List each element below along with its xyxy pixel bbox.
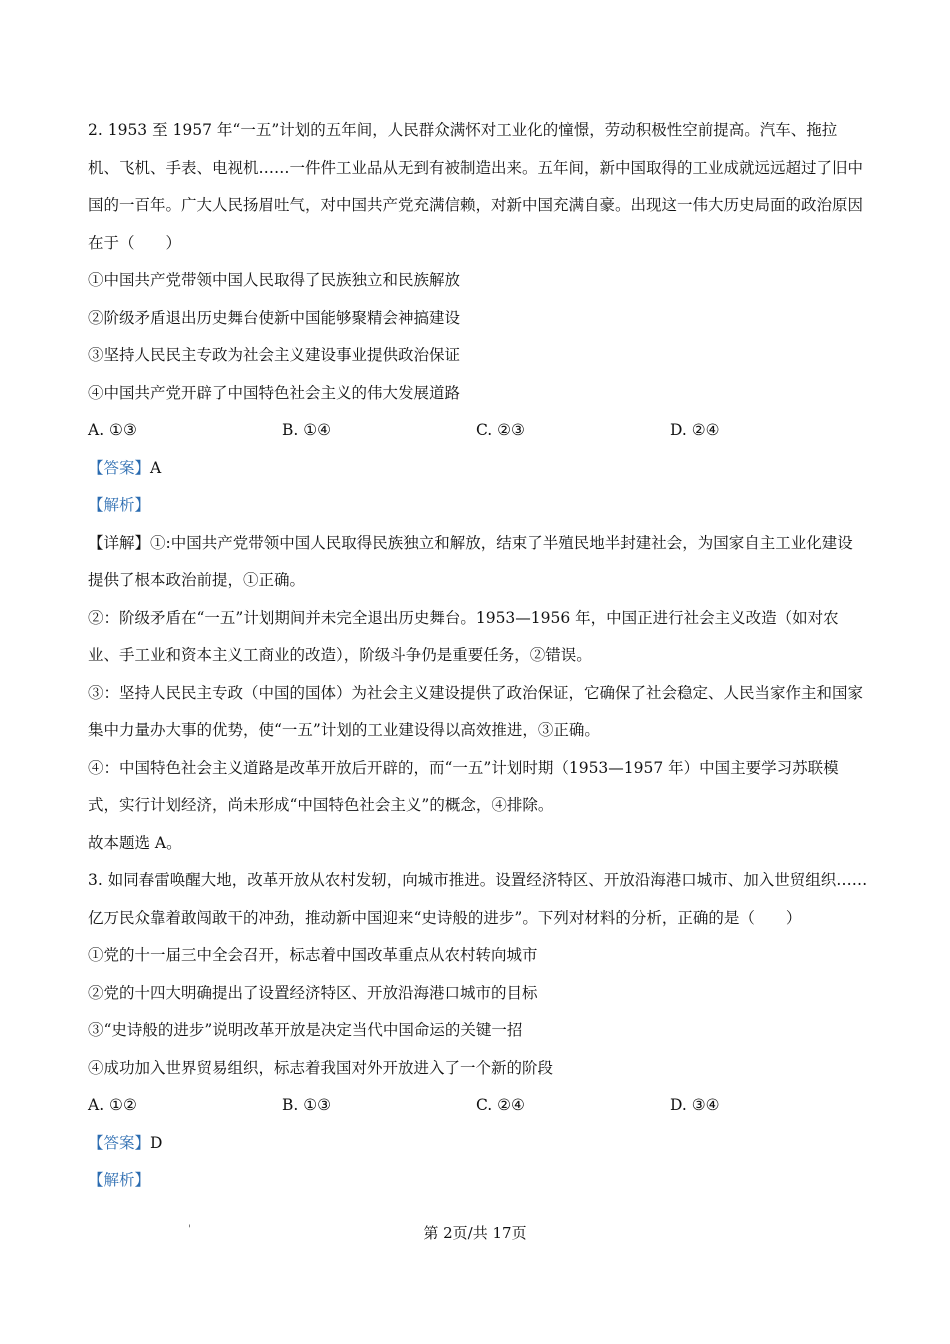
q2-option-a: A. ①③ <box>88 421 137 439</box>
page-footer: 第 2页/共 17页 <box>423 1224 527 1242</box>
q2-conclusion: 故本题选 A。 <box>88 833 182 852</box>
q2-item-3: ③坚持人民民主专政为社会主义建设事业提供政治保证 <box>88 346 461 364</box>
q3-option-c: C. ②④ <box>476 1096 525 1114</box>
q3-answer <box>88 1125 868 1163</box>
q2-detail-1-text: ①:中国共产党带领中国人民取得民族独立和解放，结束了半殖民地半封建社会，为国家自主工业化建设提供了根本政治前提，①正确。 <box>88 533 853 589</box>
q2-detail-4: ④：中国特色社会主义道路是改革开放后开辟的，而“一五”计划时期（1953—1957 年）中国主要学习苏联模式，实行计划经济，尚未形成“中国特色社会主义”的概念，④排除。 <box>88 758 839 814</box>
q2-detail-tag: 【详解】 <box>88 533 151 552</box>
q3-analysis-tag: 【解析】 <box>88 1171 151 1189</box>
q2-item-1: ①中国共产党带领中国人民取得了民族独立和民族解放 <box>88 271 461 289</box>
q2-option-c: C. ②③ <box>476 421 525 439</box>
q3-item-1: ①党的十一届三中全会召开，标志着中国改革重点从农村转向城市 <box>88 946 538 964</box>
q2-stem: 2. 1953 至 1957 年“一五”计划的五年间，人民群众满怀对工业化的憧憬，劳动积极性空前提高。汽车、拖拉机、飞机、手表、电视机……一件件工业品从无到有被制造出来。五年间，新中国取得的工业成就远远超过了旧中国的一百年。广大人民扬眉吐气，对中国共产党充满信赖，对新中国充满自豪。出现这一伟大历史局面的政治原因在于（ ） <box>88 121 864 252</box>
q2-detail-3: ③：坚持人民民主专政（中国的国体）为社会主义建设提供了政治保证，它确保了社会稳定、人民当家作主和国家集中力量办大事的优势，使“一五”计划的工业建设得以高效推进，③正确。 <box>88 683 864 739</box>
q2-answer-value: A <box>150 458 162 477</box>
q2-detail-2: ②：阶级矛盾在“一五”计划期间并未完全退出历史舞台。1953—1956 年，中国正进行社会主义改造（如对农业、手工业和资本主义工商业的改造），阶级斗争仍是重要任务，②错误。 <box>88 608 839 664</box>
q3-option-a: A. ①② <box>88 1096 137 1114</box>
q3-stem: 3. 如同春雷唤醒大地，改革开放从农村发轫，向城市推进。设置经济特区、开放沿海港口城市、加入世贸组织……亿万民众靠着敢闯敢干的冲劲，推动新中国迎来“史诗般的进步”。下列对材料的分析，正确的是（ ） <box>88 871 868 927</box>
q2-option-b: B. ①④ <box>282 421 332 439</box>
q3-item-4: ④成功加入世界贸易组织，标志着我国对外开放进入了一个新的阶段 <box>88 1058 554 1077</box>
document-page <box>88 112 868 1200</box>
q2-answer-tag: 【答案】 <box>88 458 151 477</box>
q3-options <box>88 1087 868 1125</box>
q2-analysis <box>88 487 868 525</box>
q2-option-d: D. ②④ <box>670 421 720 439</box>
q3-item-2: ②党的十四大明确提出了设置经济特区、开放沿海港口城市的目标 <box>88 983 538 1002</box>
q2-item-2: ②阶级矛盾退出历史舞台使新中国能够聚精会神搞建设 <box>88 308 461 327</box>
q3-analysis <box>88 1162 868 1200</box>
q3-answer-tag: 【答案】 <box>88 1133 151 1152</box>
q3-option-d: D. ③④ <box>670 1096 720 1114</box>
q3-option-b: B. ①③ <box>282 1096 332 1114</box>
stray-mark: ' <box>188 1224 191 1235</box>
q2-analysis-tag: 【解析】 <box>88 496 151 514</box>
q3-answer-value: D <box>150 1133 163 1152</box>
q2-answer <box>88 450 868 488</box>
q2-detail-1 <box>88 525 868 600</box>
q2-item-4: ④中国共产党开辟了中国特色社会主义的伟大发展道路 <box>88 383 461 402</box>
q3-item-3: ③“史诗般的进步”说明改革开放是决定当代中国命运的关键一招 <box>88 1021 523 1039</box>
q2-options <box>88 412 868 450</box>
